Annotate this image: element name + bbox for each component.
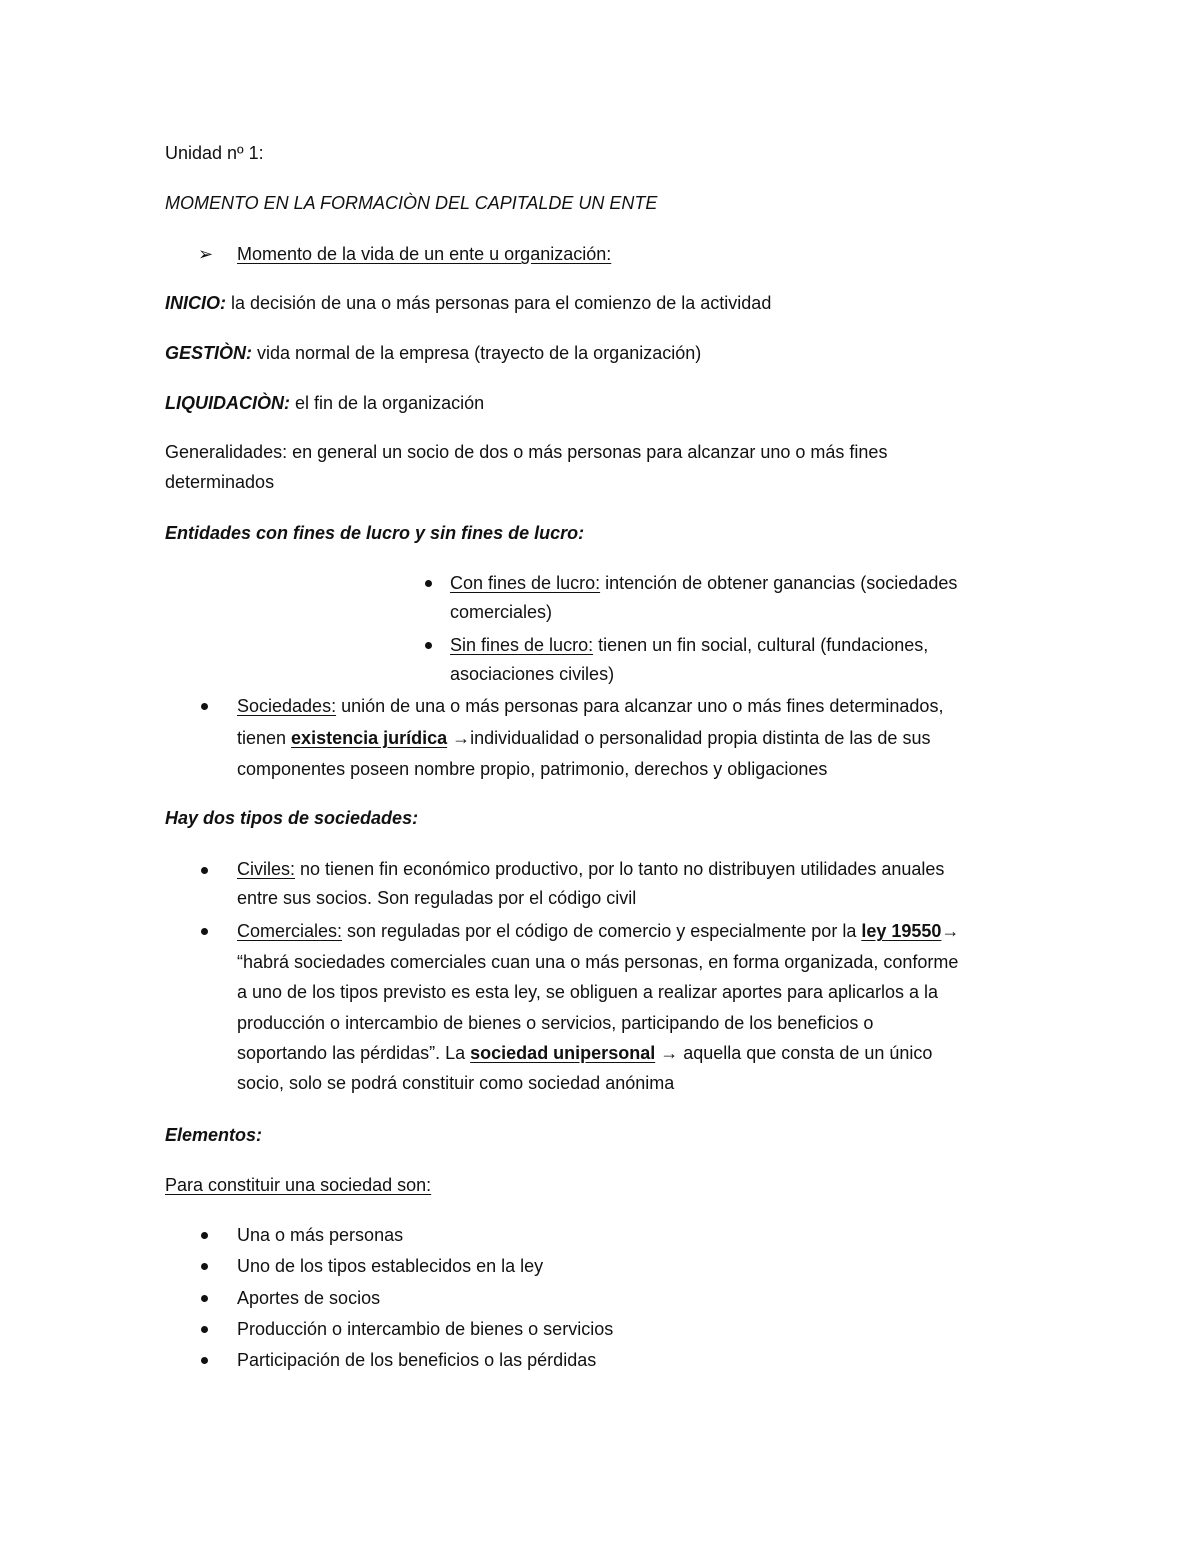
tipos-heading: Hay dos tipos de sociedades:	[165, 808, 419, 828]
entidades-heading: Entidades con fines de lucro y sin fines de lucro:	[165, 523, 585, 543]
inicio-text: la decisión de una o más personas para el comienzo de la actividad	[226, 293, 772, 313]
arrowhead-bullet-icon: ➢	[198, 244, 214, 264]
bullet-icon	[201, 928, 208, 935]
comerciales-line3: a uno de los tipos previsto es esta ley, se obliguen a realizar aportes para aplicarlos a la	[237, 982, 939, 1002]
sociedad-unipersonal-term: sociedad unipersonal	[470, 1043, 656, 1063]
bullet-icon	[201, 1232, 208, 1239]
list-item: Producción o intercambio de bienes o servicios	[237, 1319, 614, 1339]
sociedades-line2-pre: tienen	[237, 728, 292, 748]
bullet-icon	[201, 1295, 208, 1302]
comerciales-text1: son reguladas por el código de comercio y especialmente por la	[342, 921, 862, 941]
civiles-text1: no tienen fin económico productivo, por lo tanto no distribuyen utilidades anuales	[295, 859, 945, 879]
sociedades-line2	[237, 723, 930, 753]
list-item: Aportes de socios	[237, 1288, 381, 1308]
con-fines-line1	[450, 568, 957, 598]
sociedades-text1: unión de una o más personas para alcanzar uno o más fines determinados,	[336, 696, 944, 716]
comerciales-line4: producción o intercambio de bienes o servicios, participando de los beneficios o	[237, 1013, 874, 1033]
moments-heading: Momento de la vida de un ente u organización:	[237, 244, 612, 264]
civiles-line1	[237, 854, 944, 884]
sin-fines-line1	[450, 630, 928, 660]
arrow-icon: →	[655, 1043, 679, 1063]
section-title: MOMENTO EN LA FORMACIÒN DEL CAPITALDE UN ENTE	[165, 193, 658, 213]
sociedades-label: Sociedades:	[237, 696, 337, 716]
list-item: Una o más personas	[237, 1225, 404, 1245]
sin-fines-label: Sin fines de lucro:	[450, 635, 594, 655]
constituir-heading: Para constituir una sociedad son:	[165, 1175, 432, 1195]
gestion-line	[165, 338, 701, 368]
gestion-text: vida normal de la empresa (trayecto de la organización)	[252, 343, 702, 363]
con-fines-text1: intención de obtener ganancias (sociedades	[600, 573, 958, 593]
inicio-line	[165, 288, 771, 318]
liquidacion-text: el fin de la organización	[290, 393, 485, 413]
bullet-icon	[201, 1263, 208, 1270]
sociedades-line3: componentes poseen nombre propio, patrimonio, derechos y obligaciones	[237, 759, 828, 779]
ley-19550-term: ley 19550	[861, 921, 942, 941]
arrow-icon: →	[941, 921, 960, 941]
sociedades-line2-post: individualidad o personalidad propia distinta de las de sus	[470, 728, 931, 748]
comerciales-label: Comerciales:	[237, 921, 343, 941]
sin-fines-text1: tienen un fin social, cultural (fundaciones,	[593, 635, 929, 655]
existencia-juridica-term: existencia jurídica	[291, 728, 448, 748]
liquidacion-label: LIQUIDACIÒN:	[165, 393, 290, 413]
comerciales-line1	[237, 916, 959, 946]
comerciales-line6: socio, solo se podrá constituir como sociedad anónima	[237, 1073, 675, 1093]
liquidacion-line	[165, 388, 484, 418]
con-fines-line2: comerciales)	[450, 602, 553, 622]
comerciales-line5	[237, 1038, 932, 1068]
bullet-icon	[201, 1357, 208, 1364]
inicio-label: INICIO:	[165, 293, 226, 313]
bullet-icon	[425, 642, 432, 649]
generalidades-line2: determinados	[165, 472, 275, 492]
gestion-label: GESTIÒN:	[165, 343, 253, 363]
sin-fines-line2: asociaciones civiles)	[450, 664, 615, 684]
comerciales-line2: “habrá sociedades comerciales cuan una o más personas, en forma organizada, conforme	[237, 952, 959, 972]
sociedades-line1	[237, 691, 943, 721]
arrow-icon: →	[447, 728, 471, 748]
civiles-line2: entre sus socios. Son reguladas por el código civil	[237, 888, 637, 908]
bullet-icon	[425, 580, 432, 587]
elementos-heading: Elementos:	[165, 1125, 263, 1145]
bullet-icon	[201, 703, 208, 710]
unit-title: Unidad nº 1:	[165, 143, 264, 163]
list-item: Uno de los tipos establecidos en la ley	[237, 1256, 544, 1276]
bullet-icon	[201, 867, 208, 874]
comerciales-line5-pre: soportando las pérdidas”. La	[237, 1043, 471, 1063]
generalidades-line1: Generalidades: en general un socio de dos o más personas para alcanzar uno o más fines	[165, 442, 888, 462]
civiles-label: Civiles:	[237, 859, 296, 879]
con-fines-label: Con fines de lucro:	[450, 573, 601, 593]
bullet-icon	[201, 1326, 208, 1333]
list-item: Participación de los beneficios o las pérdidas	[237, 1350, 597, 1370]
comerciales-line5-post: aquella que consta de un único	[678, 1043, 933, 1063]
